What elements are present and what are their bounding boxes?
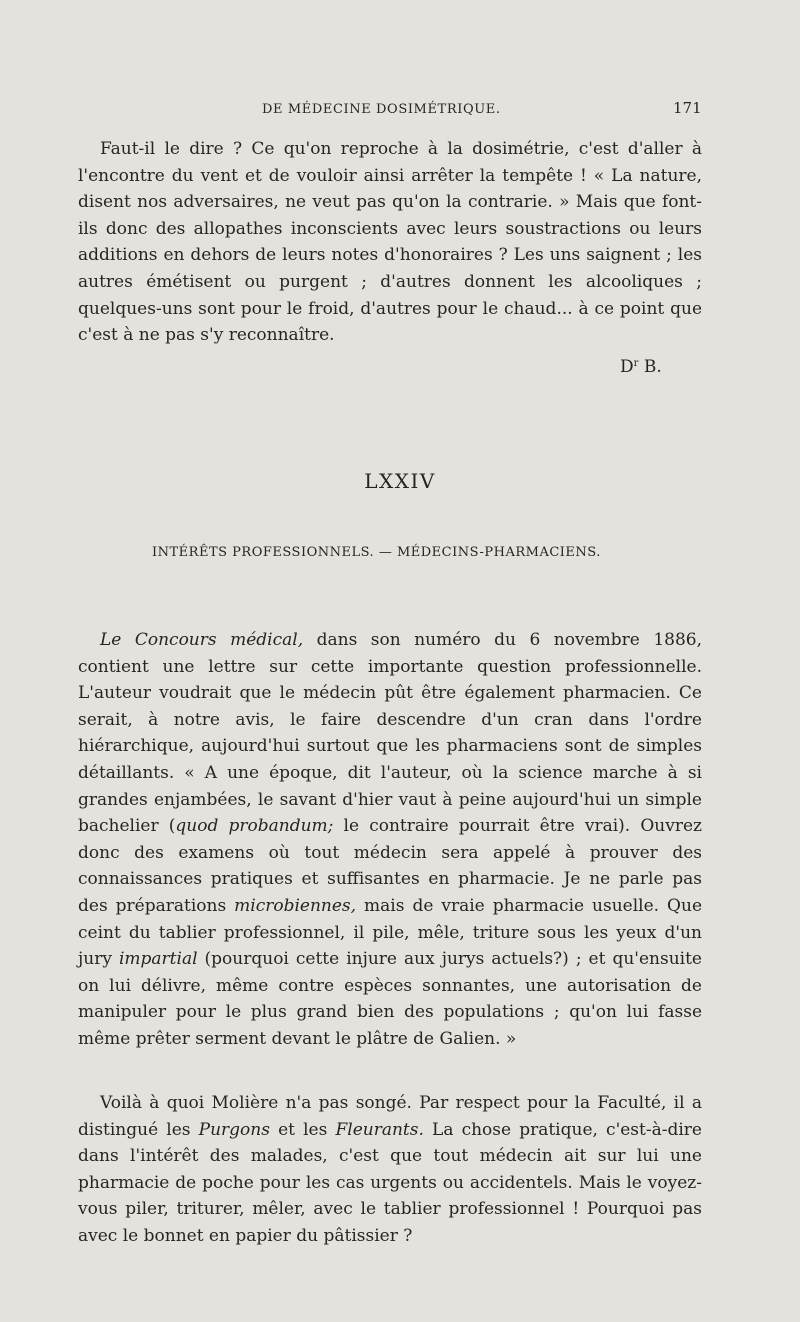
paragraph-3-text-c: La chose pratique, c'est-à-dire dans l'intérêt des malades, c'est que tout médecin ait sur lui une pharmacie de poche pour les cas urgents ou accidentels. Mais le voyez-vous piler, triturer, mêler, avec le tablier professionnel ! Pourquoi pas avec le bonnet en papier du pâtissier ? (78, 1119, 702, 1246)
paragraph-2-text-b: le contraire pourrait être vrai). Ouvrez donc des examens où tout médecin sera appelé à prouver des connaissances pratiques et suffisantes en pharmacie. Je ne parle pas des préparations (78, 816, 702, 916)
signature-superscript: r (633, 358, 639, 369)
paragraph-2 (78, 627, 702, 1053)
latin-phrase: quod probandum; (175, 816, 334, 837)
paragraph-3-text-a: Voilà à quoi Molière n'a pas songé. Par respect pour la Faculté, il a distingué les (78, 1093, 702, 1140)
journal-title: Le Concours médical, (100, 630, 304, 650)
italic-microbiennes: microbiennes, (234, 895, 357, 916)
italic-impartial: impartial (118, 949, 198, 970)
paragraph-3 (78, 1090, 702, 1250)
chapter-number: LXXIV (364, 469, 436, 493)
signature (620, 357, 662, 377)
chapter-title: INTÉRÊTS PROFESSIONNELS. — MÉDECINS-PHARMACIENS. (152, 545, 601, 560)
paragraph-2-text-d: (pourquoi cette injure aux jurys actuels?) ; et qu'ensuite on lui délivre, même contre espèces sonnantes, une autorisation de manipuler pour le plus grand bien des populations ; qu'on lui fasse même prêter serment devant le plâtre de Galien. » (78, 949, 702, 1049)
signature-prefix: D (620, 357, 634, 377)
running-header (0, 99, 800, 126)
page-number: 171 (673, 99, 702, 117)
italic-fleurants: Fleurants. (335, 1119, 424, 1140)
paragraph-2-text-a: dans son numéro du 6 novembre 1886, contient une lettre sur cette importante question professionnelle. L'auteur voudrait que le médecin pût être également pharmacien. Ce serait, à notre avis, le faire descendre d'un cran dans l'ordre hiérarchique, aujourd'hui surtout que les pharmaciens sont de simples détaillants. « A une époque, dit l'auteur, où la science marche à si grandes enjambées, le savant d'hier vaut à peine aujourd'hui un simple bachelier ( (78, 630, 703, 837)
paragraph-2-text-c: mais de vraie pharmacie usuelle. Que ceint du tablier professionnel, il pile, mêle, triture sous les yeux d'un jury (78, 895, 702, 970)
signature-name: B. (638, 357, 662, 377)
running-title: DE MÉDECINE DOSIMÉTRIQUE. (262, 102, 501, 117)
italic-purgons: Purgons (198, 1119, 270, 1140)
paragraph-1: Faut-il le dire ? Ce qu'on reproche à la dosimétrie, c'est d'aller à l'encontre du vent et de vouloir ainsi arrêter la tempête ! « La nature, disent nos adversaires, ne veut pas qu'on la contrarie. » Mais que font-ils donc des allopathes inconscients avec leurs soustractions ou leurs additions en dehors de leurs notes d'honoraires ? Les uns saignent ; les autres émétisent ou purgent ; d'autres donnent les alcooliques ; quelques-uns sont pour le froid, d'autres pour le chaud... à ce point que c'est à ne pas s'y reconnaître. (78, 139, 702, 346)
paragraph-3-text-b: et les (269, 1119, 336, 1140)
